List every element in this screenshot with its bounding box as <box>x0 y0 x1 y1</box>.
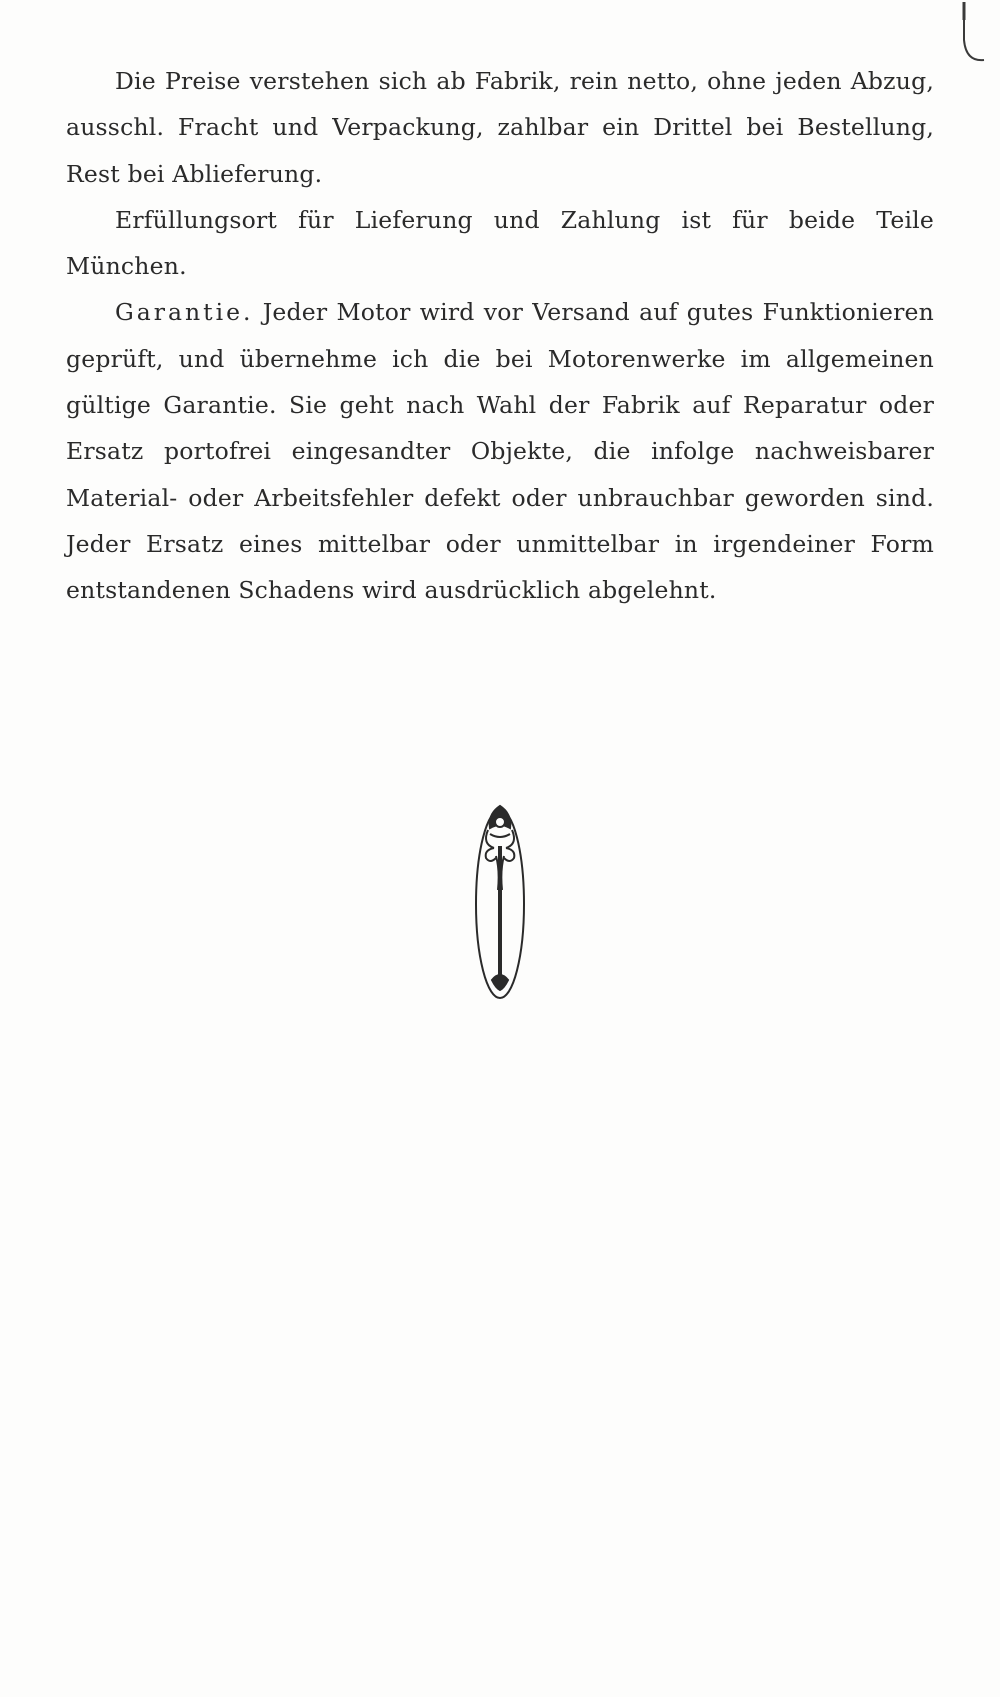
art-nouveau-floral-ornament-icon <box>460 800 540 1002</box>
paragraph-place-text: Erfüllungsort für Lieferung und Zahlung ist für beide Teile München. <box>66 205 934 281</box>
paragraph-guarantee-text: Jeder Motor wird vor Versand auf gutes Funktionieren geprüft, und übernehme ich die bei Motorenwerke im allgemeinen gültige Garantie. Sie geht nach Wahl der Fabrik auf Reparatur oder Ersatz portofrei eingesandter Objekte, die infolge nachweisbarer Material- oder Arbeitsfehler defekt oder unbrauchbar geworden sind. Jeder Ersatz eines mittelbar oder unmittelbar in irgendeiner Form entstandenen Schadens wird ausdrücklich abgelehnt. <box>66 298 934 605</box>
guarantee-heading: Garantie. <box>115 298 254 327</box>
paragraph-prices-text: Die Preise verstehen sich ab Fabrik, rein netto, ohne jeden Abzug, ausschl. Fracht und Verpackung, zahlbar ein Drittel bei Bestellung, Rest bei Ablieferung. <box>66 67 934 188</box>
pencil-mark-icon <box>954 0 994 80</box>
paragraph-place-of-performance <box>66 197 934 290</box>
paragraph-guarantee <box>66 289 934 613</box>
paragraph-prices <box>66 58 934 197</box>
body-text <box>66 58 934 614</box>
